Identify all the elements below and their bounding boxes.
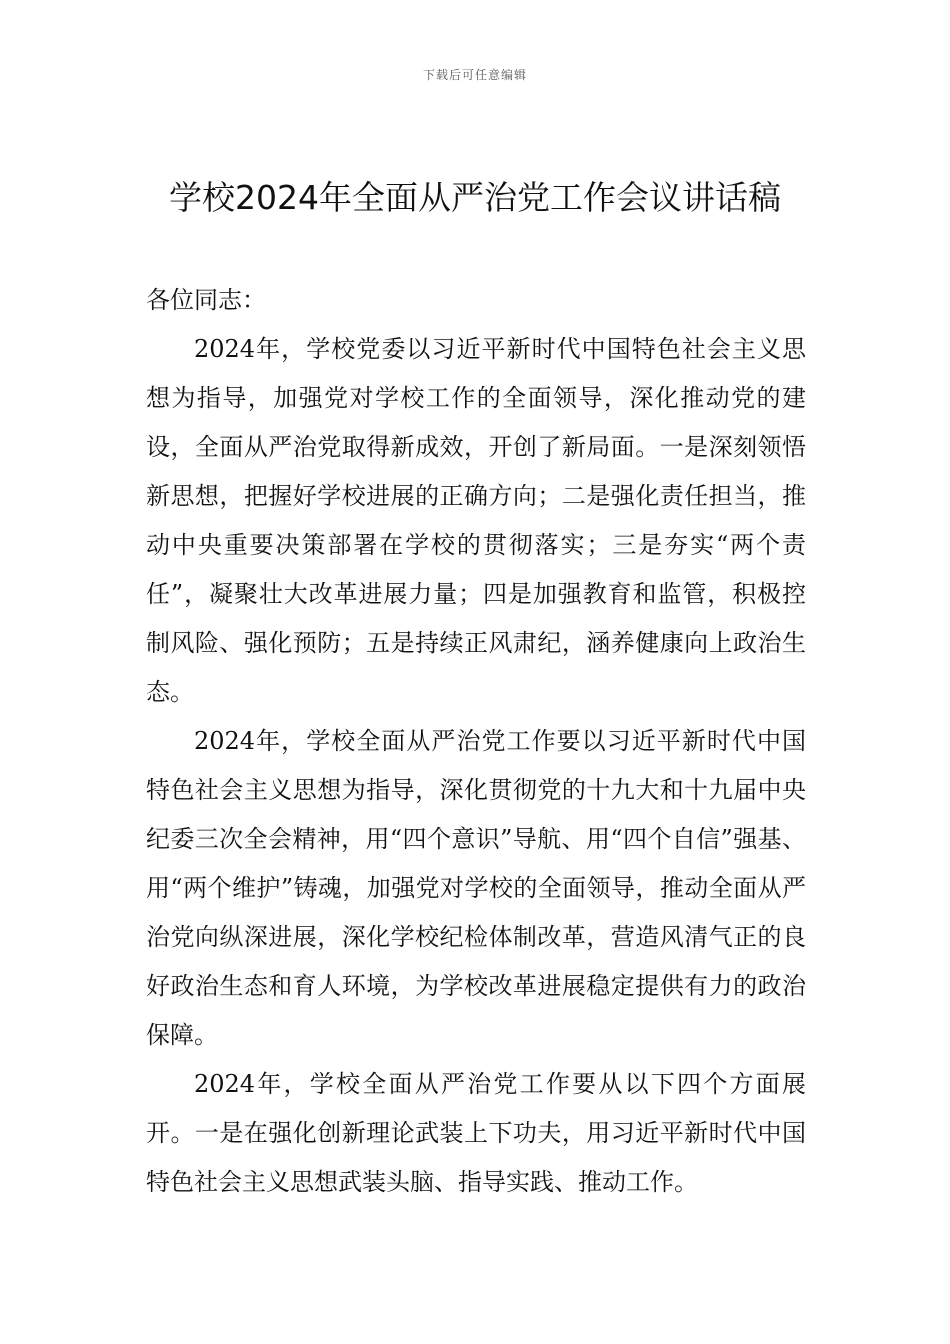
- salutation: 各位同志：: [146, 286, 266, 314]
- paragraph-1: 2024年，学校党委以习近平新时代中国特色社会主义思想为指导，加强党对学校工作的全面领导，深化推动党的建设，全面从严治党取得新成效，开创了新局面。一是深刻领悟新思想，把握好学校进展的正确方向；二是强化责任担当，推动中央重要决策部署在学校的贯彻落实；三是夯实“两个责任”，凝聚壮大改革进展力量；四是加强教育和监管，积极控制风险、强化预防；五是持续正风肃纪，涵养健康向上政治生态。: [146, 335, 806, 706]
- document-title: 学校2024年全面从严治党工作会议讲话稿: [169, 178, 781, 217]
- page-header-note: 下载后可任意编辑: [422, 68, 527, 82]
- paragraph-3: 2024年，学校全面从严治党工作要从以下四个方面展开。一是在强化创新理论武装上下功夫，用习近平新时代中国特色社会主义思想武装头脑、指导实践、推动工作。: [146, 1070, 806, 1196]
- paragraph-2: 2024年，学校全面从严治党工作要以习近平新时代中国特色社会主义思想为指导，深化贯彻党的十九大和十九届中央纪委三次全会精神，用“四个意识”导航、用“四个自信”强基、用“两个维护”铸魂，加强党对学校的全面领导，推动全面从严治党向纵深进展，深化学校纪检体制改革，营造风清气正的良好政治生态和育人环境，为学校改革进展稳定提供有力的政治保障。: [146, 727, 806, 1049]
- document-body: [146, 276, 806, 1207]
